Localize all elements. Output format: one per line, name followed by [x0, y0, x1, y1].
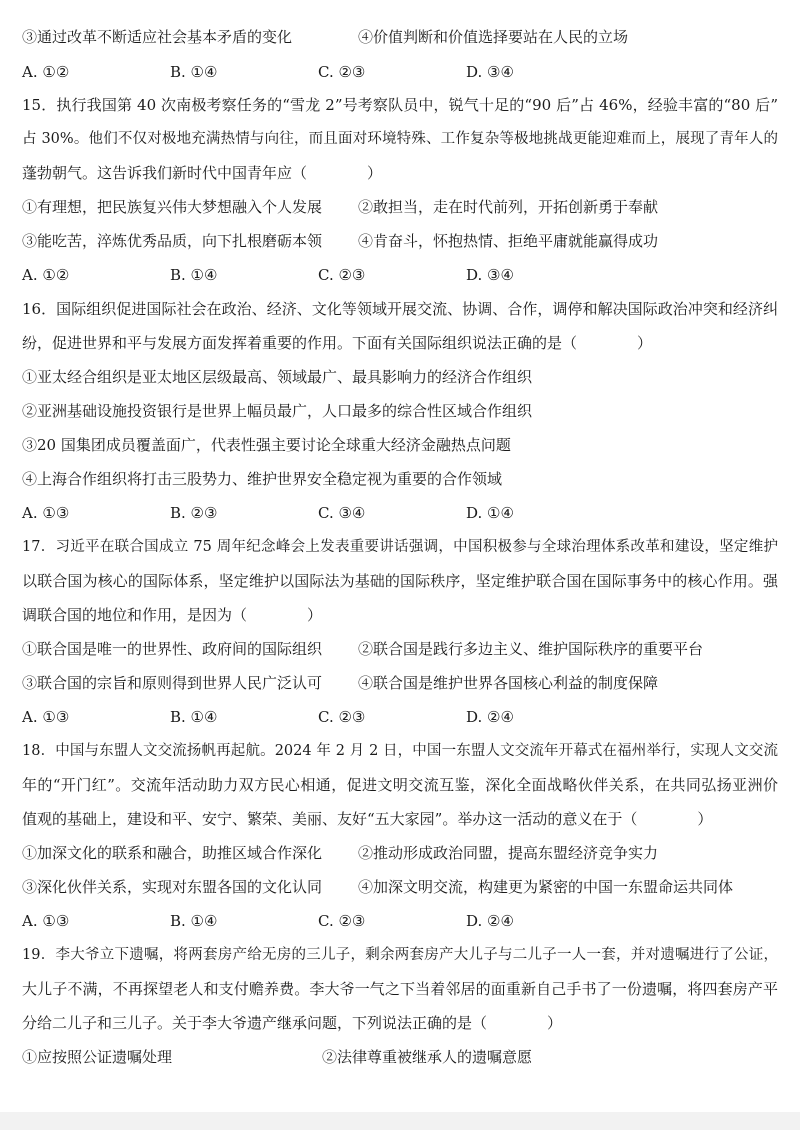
option-c[interactable]: C. ②③: [318, 63, 366, 81]
option-d[interactable]: D. ②④: [466, 912, 514, 930]
statement-2: ②联合国是践行多边主义、维护国际秩序的重要平台: [358, 640, 704, 658]
statement-4: ④肯奋斗，怀抱热情、拒绝平庸就能赢得成功: [358, 232, 659, 250]
statement-3: ③通过改革不断适应社会基本矛盾的变化: [22, 28, 293, 46]
statement-1: ①有理想，把民族复兴伟大梦想融入个人发展: [22, 198, 323, 216]
option-c[interactable]: C. ②③: [318, 708, 366, 726]
option-a[interactable]: A. ①②: [22, 63, 70, 81]
options-row: [22, 264, 778, 286]
page-bottom-band: [0, 1112, 800, 1130]
statement-row: [22, 230, 778, 252]
statement-row: [22, 1046, 778, 1068]
statement-2: ②敢担当，走在时代前列，开拓创新勇于奉献: [358, 198, 659, 216]
statement-row: [22, 672, 778, 694]
q17-stem-line-1: 17．习近平在联合国成立 75 周年纪念峰会上发表重要讲话强调，中国积极参与全球治理体系改革和建设，坚定维护: [22, 539, 778, 555]
statement-4: ④价值判断和价值选择要站在人民的立场: [358, 28, 629, 46]
q16-stem-line-2: 纷，促进世界和平与发展方面发挥着重要的作用。下面有关国际组织说法正确的是（ ）: [22, 334, 653, 352]
statement-2: ②法律尊重被继承人的遗嘱意愿: [322, 1048, 533, 1066]
option-b[interactable]: B. ①④: [170, 708, 218, 726]
option-b[interactable]: B. ①④: [170, 266, 218, 284]
options-row: [22, 61, 778, 83]
q15-stem-line-1: 15．执行我国第 40 次南极考察任务的“雪龙 2”号考察队员中，锐气十足的“90 后”占 46%，经验丰富的“80 后”: [22, 96, 778, 114]
option-c[interactable]: C. ②③: [318, 912, 366, 930]
statement-3: ③深化伙伴关系，实现对东盟各国的文化认同: [22, 878, 323, 896]
statement-1: ①应按照公证遗嘱处理: [22, 1048, 173, 1066]
q19-stem-line-1: 19．李大爷立下遗嘱，将两套房产给无房的三儿子，剩余两套房产大儿子与二儿子一人一套，并对遗嘱进行了公证，: [22, 947, 778, 963]
statement-4: ④加深文明交流，构建更为紧密的中国一东盟命运共同体: [358, 878, 734, 896]
option-d[interactable]: D. ①④: [466, 504, 514, 522]
q17-stem-line-2: 以联合国为核心的国际体系，坚定维护以国际法为基础的国际秩序，坚定维护联合国在国际事务中的核心作用。强: [22, 572, 778, 590]
option-a[interactable]: A. ①③: [22, 912, 70, 930]
q18-stem-line-2: 年的“开门红”。交流年活动助力双方民心相通，促进文明交流互鉴，深化全面战略伙伴关系，在共同弘扬亚洲价: [22, 776, 778, 794]
option-d[interactable]: D. ③④: [466, 63, 514, 81]
option-d[interactable]: D. ③④: [466, 266, 514, 284]
options-row: [22, 706, 778, 728]
statement-1: ①联合国是唯一的世界性、政府间的国际组织: [22, 640, 323, 658]
q18-stem-line-1: 18．中国与东盟人文交流扬帆再起航。2024 年 2 月 2 日，中国一东盟人文交流年开幕式在福州举行，实现人文交流: [22, 743, 778, 759]
option-a[interactable]: A. ①③: [22, 708, 70, 726]
statement-4: ④联合国是维护世界各国核心利益的制度保障: [358, 674, 659, 692]
statement-1: ①亚太经合组织是亚太地区层级最高、领域最广、最具影响力的经济合作组织: [22, 368, 533, 386]
q18-stem-line-3: 值观的基础上，建设和平、安宁、繁荣、美丽、友好“五大家园”。举办这一活动的意义在于（ ）: [22, 810, 713, 828]
option-c[interactable]: C. ③④: [318, 504, 366, 522]
q15-stem-line-2: 占 30%。他们不仅对极地充满热情与向往，而且面对环境特殊、工作复杂等极地挑战更能迎难而上，展现了青年人的: [22, 131, 778, 147]
statement-row: [22, 842, 778, 864]
statement-3: ③能吃苦，淬炼优秀品质，向下扎根磨砺本领: [22, 232, 323, 250]
statement-2: ②推动形成政治同盟，提高东盟经济竞争实力: [358, 844, 659, 862]
statement-row: [22, 196, 778, 218]
option-b[interactable]: B. ①④: [170, 912, 218, 930]
option-a[interactable]: A. ①③: [22, 504, 70, 522]
statement-3: ③20 国集团成员覆盖面广，代表性强主要讨论全球重大经济金融热点问题: [22, 436, 511, 454]
option-c[interactable]: C. ②③: [318, 266, 366, 284]
q19-stem-line-2: 大儿子不满，不再探望老人和支付赡养费。李大爷一气之下当着邻居的面重新自己手书了一份遗嘱，将四套房产平: [22, 980, 778, 998]
q19-stem-line-3: 分给二儿子和三儿子。关于李大爷遗产继承问题，下列说法正确的是（ ）: [22, 1014, 563, 1032]
option-d[interactable]: D. ②④: [466, 708, 514, 726]
options-row: [22, 910, 778, 932]
option-b[interactable]: B. ②③: [170, 504, 218, 522]
statement-row: [22, 876, 778, 898]
q15-stem-line-3: 蓬勃朝气。这告诉我们新时代中国青年应（ ）: [22, 164, 383, 182]
statement-3: ③联合国的宗旨和原则得到世界人民广泛认可: [22, 674, 323, 692]
statement-row: [22, 638, 778, 660]
statement-1: ①加深文化的联系和融合，助推区域合作深化: [22, 844, 323, 862]
option-a[interactable]: A. ①②: [22, 266, 70, 284]
q16-stem-line-1: 16．国际组织促进国际社会在政治、经济、文化等领域开展交流、协调、合作，调停和解决国际政治冲突和经济纠: [22, 300, 778, 318]
option-b[interactable]: B. ①④: [170, 63, 218, 81]
statement-row: [22, 26, 778, 48]
q17-stem-line-3: 调联合国的地位和作用，是因为（ ）: [22, 606, 323, 624]
statement-2: ②亚洲基础设施投资银行是世界上幅员最广，人口最多的综合性区域合作组织: [22, 402, 533, 420]
statement-4: ④上海合作组织将打击三股势力、维护世界安全稳定视为重要的合作领域: [22, 470, 503, 488]
options-row: [22, 502, 778, 524]
